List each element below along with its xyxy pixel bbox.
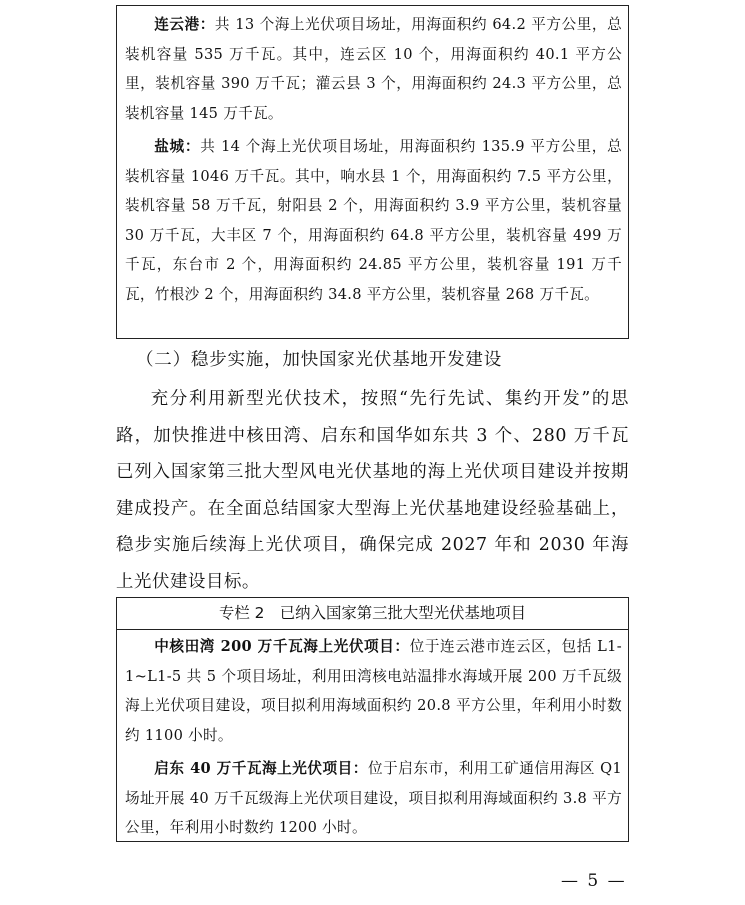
section-heading: （二）稳步实施，加快国家光伏基地开发建设 [136, 350, 502, 370]
lianyungang-text: 共 13 个海上光伏项目场址，用海面积约 64.2 平方公里，总装机容量 535 万千瓦。其中，连云区 10 个，用海面积约 40.1 平方公里，装机容量 390 万千瓦；灌云县 3 个，用海面积约 24.3 平方公里，总装机容量 145 万千瓦。 [125, 16, 622, 122]
tianwan-project-text: 位于连云港市连云区，包括 L1-1~L1-5 共 5 个项目场址，利用田湾核电站温排水海域开展 200 万千瓦级海上光伏项目建设，项目拟利用海域面积约 20.8 平方公里，年利用小时数约 1100 小时。 [125, 638, 622, 744]
tianwan-project-paragraph [125, 632, 622, 750]
qidong-project-paragraph [125, 754, 622, 843]
qidong-project-text: 位于启东市，利用工矿通信用海区 Q1 场址开展 40 万千瓦级海上光伏项目建设，项目拟利用海域面积约 3.8 平方公里，年利用小时数约 1200 小时。 [125, 760, 622, 836]
region-summary-box [116, 5, 629, 339]
lianyungang-label: 连云港： [154, 16, 215, 33]
column-2-title: 专栏 2 已纳入国家第三批大型光伏基地项目 [117, 598, 628, 630]
page-number: — 5 — [561, 871, 627, 891]
qidong-project-label: 启东 40 万千瓦海上光伏项目： [154, 760, 368, 777]
column-2-box [116, 597, 629, 842]
column-2-body [117, 630, 628, 843]
section-paragraph: 充分利用新型光伏技术，按照“先行先试、集约开发”的思路，加快推进中核田湾、启东和国华如东共 3 个、280 万千瓦已列入国家第三批大型风电光伏基地的海上光伏项目建设并按期建成投产。在全面总结国家大型海上光伏基地建设经验基础上，稳步实施后续海上光伏项目，确保完成 2027 年和 2030 年海上光伏建设目标。 [116, 389, 629, 592]
yancheng-paragraph [125, 132, 622, 309]
yancheng-label: 盐城： [154, 138, 201, 155]
yancheng-text: 共 14 个海上光伏项目场址，用海面积约 135.9 平方公里，总装机容量 1046 万千瓦。其中，响水县 1 个，用海面积约 7.5 平方公里，装机容量 58 万千瓦，射阳县 2 个，用海面积约 3.9 平方公里，装机容量 30 万千瓦，大丰区 7 个，用海面积约 64.8 平方公里，装机容量 499 万千瓦，东台市 2 个，用海面积约 24.85 平方公里，装机容量 191 万千瓦，竹根沙 2 个，用海面积约 34.8 平方公里，装机容量 268 万千瓦。 [125, 138, 622, 303]
lianyungang-paragraph [125, 10, 622, 128]
tianwan-project-label: 中核田湾 200 万千瓦海上光伏项目： [154, 638, 410, 655]
